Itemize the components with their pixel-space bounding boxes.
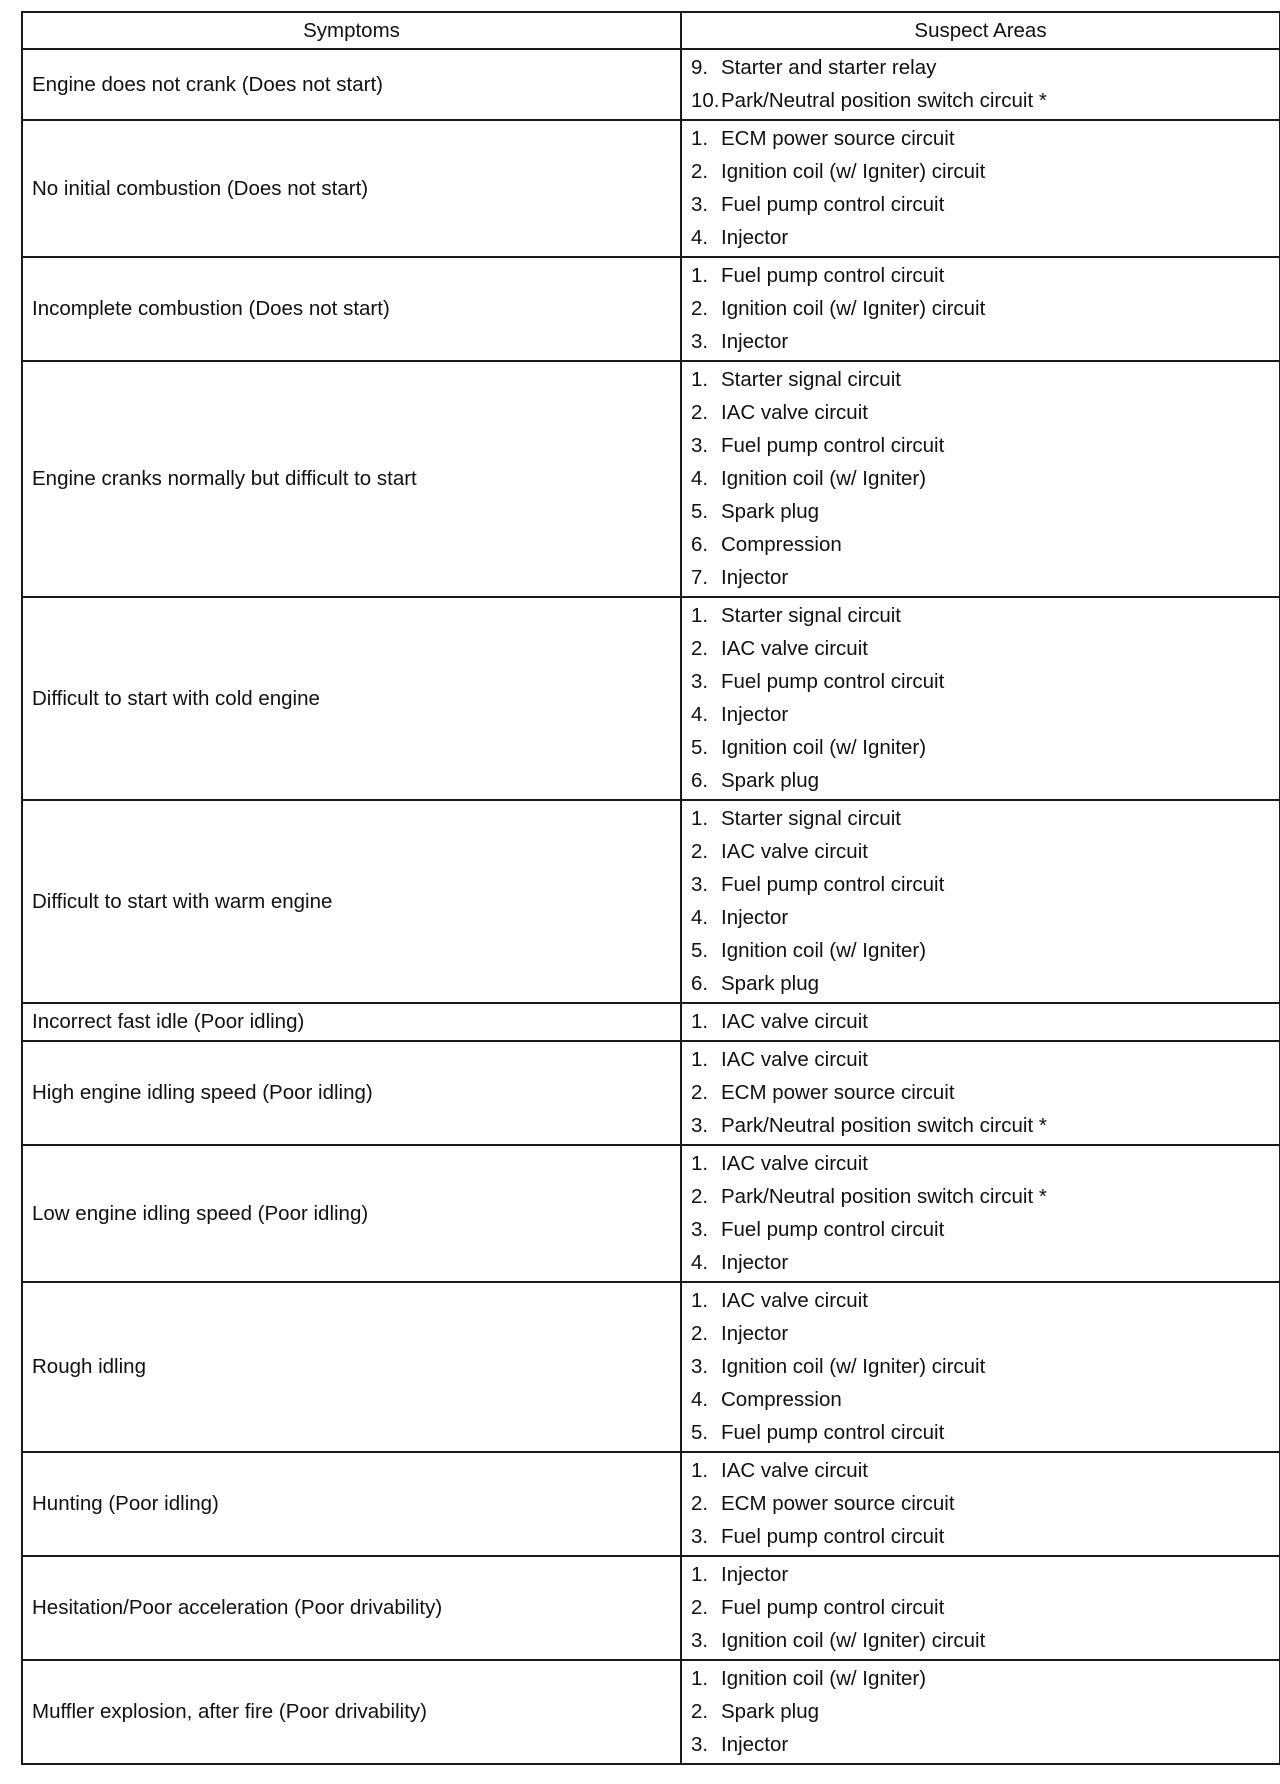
suspect-text: IAC valve circuit xyxy=(721,1010,868,1033)
suspect-number: 7. xyxy=(691,566,709,589)
suspect-text: Ignition coil (w/ Igniter) xyxy=(721,736,927,759)
symptom-cell: Engine does not crank (Does not start) xyxy=(22,49,681,120)
suspect-item xyxy=(691,528,1279,561)
suspect-number: 1. xyxy=(691,604,709,627)
suspect-text: Fuel pump control circuit xyxy=(721,670,945,693)
suspect-number: 1. xyxy=(691,1563,709,1586)
suspect-number: 1. xyxy=(691,1667,709,1690)
suspect-number: 3. xyxy=(691,1218,709,1241)
suspect-item xyxy=(691,1383,1279,1416)
suspect-number: 3. xyxy=(691,1733,709,1756)
suspect-number: 3. xyxy=(691,1355,709,1378)
suspect-item xyxy=(691,84,1279,117)
symptom-cell: Hesitation/Poor acceleration (Poor drivability) xyxy=(22,1556,681,1660)
table-row xyxy=(22,257,1280,361)
suspect-text: Compression xyxy=(721,533,842,556)
suspect-item xyxy=(691,561,1279,594)
suspect-item xyxy=(691,1662,1279,1695)
suspect-number: 2. xyxy=(691,160,709,183)
symptom-cell: Low engine idling speed (Poor idling) xyxy=(22,1145,681,1282)
suspect-text: Injector xyxy=(721,1733,789,1756)
suspect-areas-cell xyxy=(681,49,1280,120)
suspect-item xyxy=(691,51,1279,84)
suspect-item xyxy=(691,665,1279,698)
suspect-text: IAC valve circuit xyxy=(721,1289,868,1312)
suspect-text: Fuel pump control circuit xyxy=(721,1421,945,1444)
suspect-areas-cell xyxy=(681,800,1280,1003)
suspect-text: Injector xyxy=(721,703,789,726)
suspect-number: 4. xyxy=(691,906,709,929)
suspect-text: ECM power source circuit xyxy=(721,1081,955,1104)
suspect-text: Ignition coil (w/ Igniter) circuit xyxy=(721,297,986,320)
suspect-item xyxy=(691,1284,1279,1317)
suspect-text: Fuel pump control circuit xyxy=(721,1525,945,1548)
suspect-text: Injector xyxy=(721,1563,789,1586)
suspect-item xyxy=(691,802,1279,835)
table-row xyxy=(22,1145,1280,1282)
suspect-areas-cell xyxy=(681,1556,1280,1660)
suspect-number: 6. xyxy=(691,769,709,792)
table-row xyxy=(22,361,1280,597)
suspect-number: 5. xyxy=(691,500,709,523)
suspect-number: 4. xyxy=(691,1388,709,1411)
suspect-item xyxy=(691,868,1279,901)
suspect-areas-cell xyxy=(681,120,1280,257)
suspect-number: 1. xyxy=(691,1459,709,1482)
suspect-number: 2. xyxy=(691,1322,709,1345)
suspect-text: ECM power source circuit xyxy=(721,127,955,150)
table-row xyxy=(22,1660,1280,1764)
suspect-item xyxy=(691,1109,1279,1142)
suspect-text: Spark plug xyxy=(721,500,820,523)
suspect-item xyxy=(691,764,1279,797)
symptom-cell: Engine cranks normally but difficult to start xyxy=(22,361,681,597)
suspect-number: 5. xyxy=(691,736,709,759)
suspect-text: Park/Neutral position switch circuit * xyxy=(721,89,1047,112)
suspect-item xyxy=(691,396,1279,429)
suspect-text: Injector xyxy=(721,1251,789,1274)
suspect-number: 2. xyxy=(691,1596,709,1619)
suspect-item xyxy=(691,731,1279,764)
suspect-areas-cell xyxy=(681,1003,1280,1041)
suspect-text: Spark plug xyxy=(721,972,820,995)
suspect-text: IAC valve circuit xyxy=(721,840,868,863)
suspect-item xyxy=(691,1728,1279,1761)
table-row xyxy=(22,1282,1280,1452)
suspect-item xyxy=(691,1454,1279,1487)
suspect-item xyxy=(691,1213,1279,1246)
suspect-text: Injector xyxy=(721,566,789,589)
suspect-item xyxy=(691,1246,1279,1279)
suspect-text: Injector xyxy=(721,1322,789,1345)
symptom-table xyxy=(21,11,1280,1765)
suspect-item xyxy=(691,259,1279,292)
suspect-text: Starter and starter relay xyxy=(721,56,937,79)
suspect-text: Ignition coil (w/ Igniter) circuit xyxy=(721,160,986,183)
suspect-number: 1. xyxy=(691,264,709,287)
suspect-number: 2. xyxy=(691,840,709,863)
suspect-number: 1. xyxy=(691,1289,709,1312)
suspect-text: Ignition coil (w/ Igniter) circuit xyxy=(721,1629,986,1652)
table-body xyxy=(22,49,1280,1764)
suspect-number: 3. xyxy=(691,670,709,693)
suspect-text: Spark plug xyxy=(721,1700,820,1723)
suspect-number: 2. xyxy=(691,297,709,320)
suspect-item xyxy=(691,967,1279,1000)
suspect-number: 1. xyxy=(691,1010,709,1033)
suspect-item xyxy=(691,429,1279,462)
table-row xyxy=(22,800,1280,1003)
suspect-number: 2. xyxy=(691,1185,709,1208)
table-row xyxy=(22,49,1280,120)
suspect-number: 4. xyxy=(691,703,709,726)
suspect-item xyxy=(691,1695,1279,1728)
suspect-item xyxy=(691,1591,1279,1624)
suspect-number: 3. xyxy=(691,1525,709,1548)
suspect-text: Fuel pump control circuit xyxy=(721,264,945,287)
suspect-areas-cell xyxy=(681,361,1280,597)
suspect-text: Fuel pump control circuit xyxy=(721,1218,945,1241)
table-row xyxy=(22,120,1280,257)
suspect-number: 1. xyxy=(691,1152,709,1175)
suspect-number: 6. xyxy=(691,533,709,556)
suspect-text: Park/Neutral position switch circuit * xyxy=(721,1185,1047,1208)
suspect-number: 2. xyxy=(691,637,709,660)
header-row xyxy=(22,12,1280,49)
suspect-number: 3. xyxy=(691,1629,709,1652)
suspect-areas-cell xyxy=(681,1282,1280,1452)
suspect-number: 2. xyxy=(691,401,709,424)
suspect-item xyxy=(691,1350,1279,1383)
suspect-text: Starter signal circuit xyxy=(721,604,902,627)
suspect-item xyxy=(691,292,1279,325)
suspect-number: 2. xyxy=(691,1081,709,1104)
suspect-areas-cell xyxy=(681,1145,1280,1282)
suspect-number: 2. xyxy=(691,1700,709,1723)
suspect-number: 1. xyxy=(691,1048,709,1071)
symptom-cell: Rough idling xyxy=(22,1282,681,1452)
symptom-cell: Difficult to start with cold engine xyxy=(22,597,681,800)
suspect-text: Starter signal circuit xyxy=(721,368,902,391)
suspect-item xyxy=(691,462,1279,495)
suspect-text: Compression xyxy=(721,1388,842,1411)
symptom-cell: Hunting (Poor idling) xyxy=(22,1452,681,1556)
suspect-text: Spark plug xyxy=(721,769,820,792)
suspect-item xyxy=(691,1005,1279,1038)
suspect-item xyxy=(691,1317,1279,1350)
suspect-areas-cell xyxy=(681,1041,1280,1145)
suspect-text: Injector xyxy=(721,330,789,353)
suspect-number: 3. xyxy=(691,193,709,216)
suspect-text: Ignition coil (w/ Igniter) xyxy=(721,467,927,490)
table-row xyxy=(22,1041,1280,1145)
symptom-cell: Muffler explosion, after fire (Poor drivability) xyxy=(22,1660,681,1764)
table-row xyxy=(22,1452,1280,1556)
suspect-item xyxy=(691,1416,1279,1449)
suspect-number: 3. xyxy=(691,1114,709,1137)
symptom-cell: Difficult to start with warm engine xyxy=(22,800,681,1003)
suspect-item xyxy=(691,1487,1279,1520)
suspect-item xyxy=(691,325,1279,358)
suspect-text: IAC valve circuit xyxy=(721,401,868,424)
suspect-text: Injector xyxy=(721,906,789,929)
suspect-number: 1. xyxy=(691,127,709,150)
suspect-item xyxy=(691,1180,1279,1213)
table-row xyxy=(22,1003,1280,1041)
table-row xyxy=(22,1556,1280,1660)
suspect-text: IAC valve circuit xyxy=(721,1152,868,1175)
suspect-item xyxy=(691,901,1279,934)
suspect-number: 3. xyxy=(691,330,709,353)
suspect-number: 1. xyxy=(691,368,709,391)
symptom-cell: Incorrect fast idle (Poor idling) xyxy=(22,1003,681,1041)
suspect-number: 9. xyxy=(691,56,709,79)
suspect-number: 5. xyxy=(691,939,709,962)
suspect-text: Ignition coil (w/ Igniter) circuit xyxy=(721,1355,986,1378)
suspect-text: IAC valve circuit xyxy=(721,1048,868,1071)
suspect-number: 4. xyxy=(691,467,709,490)
suspect-item xyxy=(691,1520,1279,1553)
suspect-number: 4. xyxy=(691,226,709,249)
suspect-item xyxy=(691,188,1279,221)
suspect-text: Fuel pump control circuit xyxy=(721,434,945,457)
suspect-text: Park/Neutral position switch circuit * xyxy=(721,1114,1047,1137)
suspect-item xyxy=(691,934,1279,967)
suspect-text: Ignition coil (w/ Igniter) xyxy=(721,1667,927,1690)
suspect-item xyxy=(691,1624,1279,1657)
suspect-item xyxy=(691,495,1279,528)
suspect-number: 5. xyxy=(691,1421,709,1444)
suspect-item xyxy=(691,632,1279,665)
suspect-item xyxy=(691,599,1279,632)
suspect-item xyxy=(691,221,1279,254)
suspect-item xyxy=(691,835,1279,868)
suspect-text: Injector xyxy=(721,226,789,249)
suspect-number: 3. xyxy=(691,873,709,896)
suspect-item xyxy=(691,363,1279,396)
suspect-number: 1. xyxy=(691,807,709,830)
suspect-number: 6. xyxy=(691,972,709,995)
suspect-item xyxy=(691,122,1279,155)
suspect-text: Fuel pump control circuit xyxy=(721,873,945,896)
suspect-areas-cell xyxy=(681,257,1280,361)
suspect-areas-cell xyxy=(681,1452,1280,1556)
suspect-number: 3. xyxy=(691,434,709,457)
symptom-cell: High engine idling speed (Poor idling) xyxy=(22,1041,681,1145)
suspect-item xyxy=(691,1043,1279,1076)
suspect-areas-cell xyxy=(681,597,1280,800)
suspect-item xyxy=(691,1558,1279,1591)
suspect-number: 2. xyxy=(691,1492,709,1515)
suspect-areas-header: Suspect Areas xyxy=(681,12,1280,49)
suspect-text: Ignition coil (w/ Igniter) xyxy=(721,939,927,962)
suspect-areas-cell xyxy=(681,1660,1280,1764)
symptom-cell: No initial combustion (Does not start) xyxy=(22,120,681,257)
suspect-text: Starter signal circuit xyxy=(721,807,902,830)
suspect-item xyxy=(691,1076,1279,1109)
table-row xyxy=(22,597,1280,800)
suspect-text: IAC valve circuit xyxy=(721,1459,868,1482)
suspect-number: 10. xyxy=(691,89,720,112)
suspect-text: Fuel pump control circuit xyxy=(721,1596,945,1619)
suspect-text: ECM power source circuit xyxy=(721,1492,955,1515)
suspect-item xyxy=(691,698,1279,731)
suspect-text: Fuel pump control circuit xyxy=(721,193,945,216)
suspect-item xyxy=(691,1147,1279,1180)
symptoms-header: Symptoms xyxy=(22,12,681,49)
suspect-number: 4. xyxy=(691,1251,709,1274)
suspect-item xyxy=(691,155,1279,188)
suspect-text: IAC valve circuit xyxy=(721,637,868,660)
symptom-cell: Incomplete combustion (Does not start) xyxy=(22,257,681,361)
